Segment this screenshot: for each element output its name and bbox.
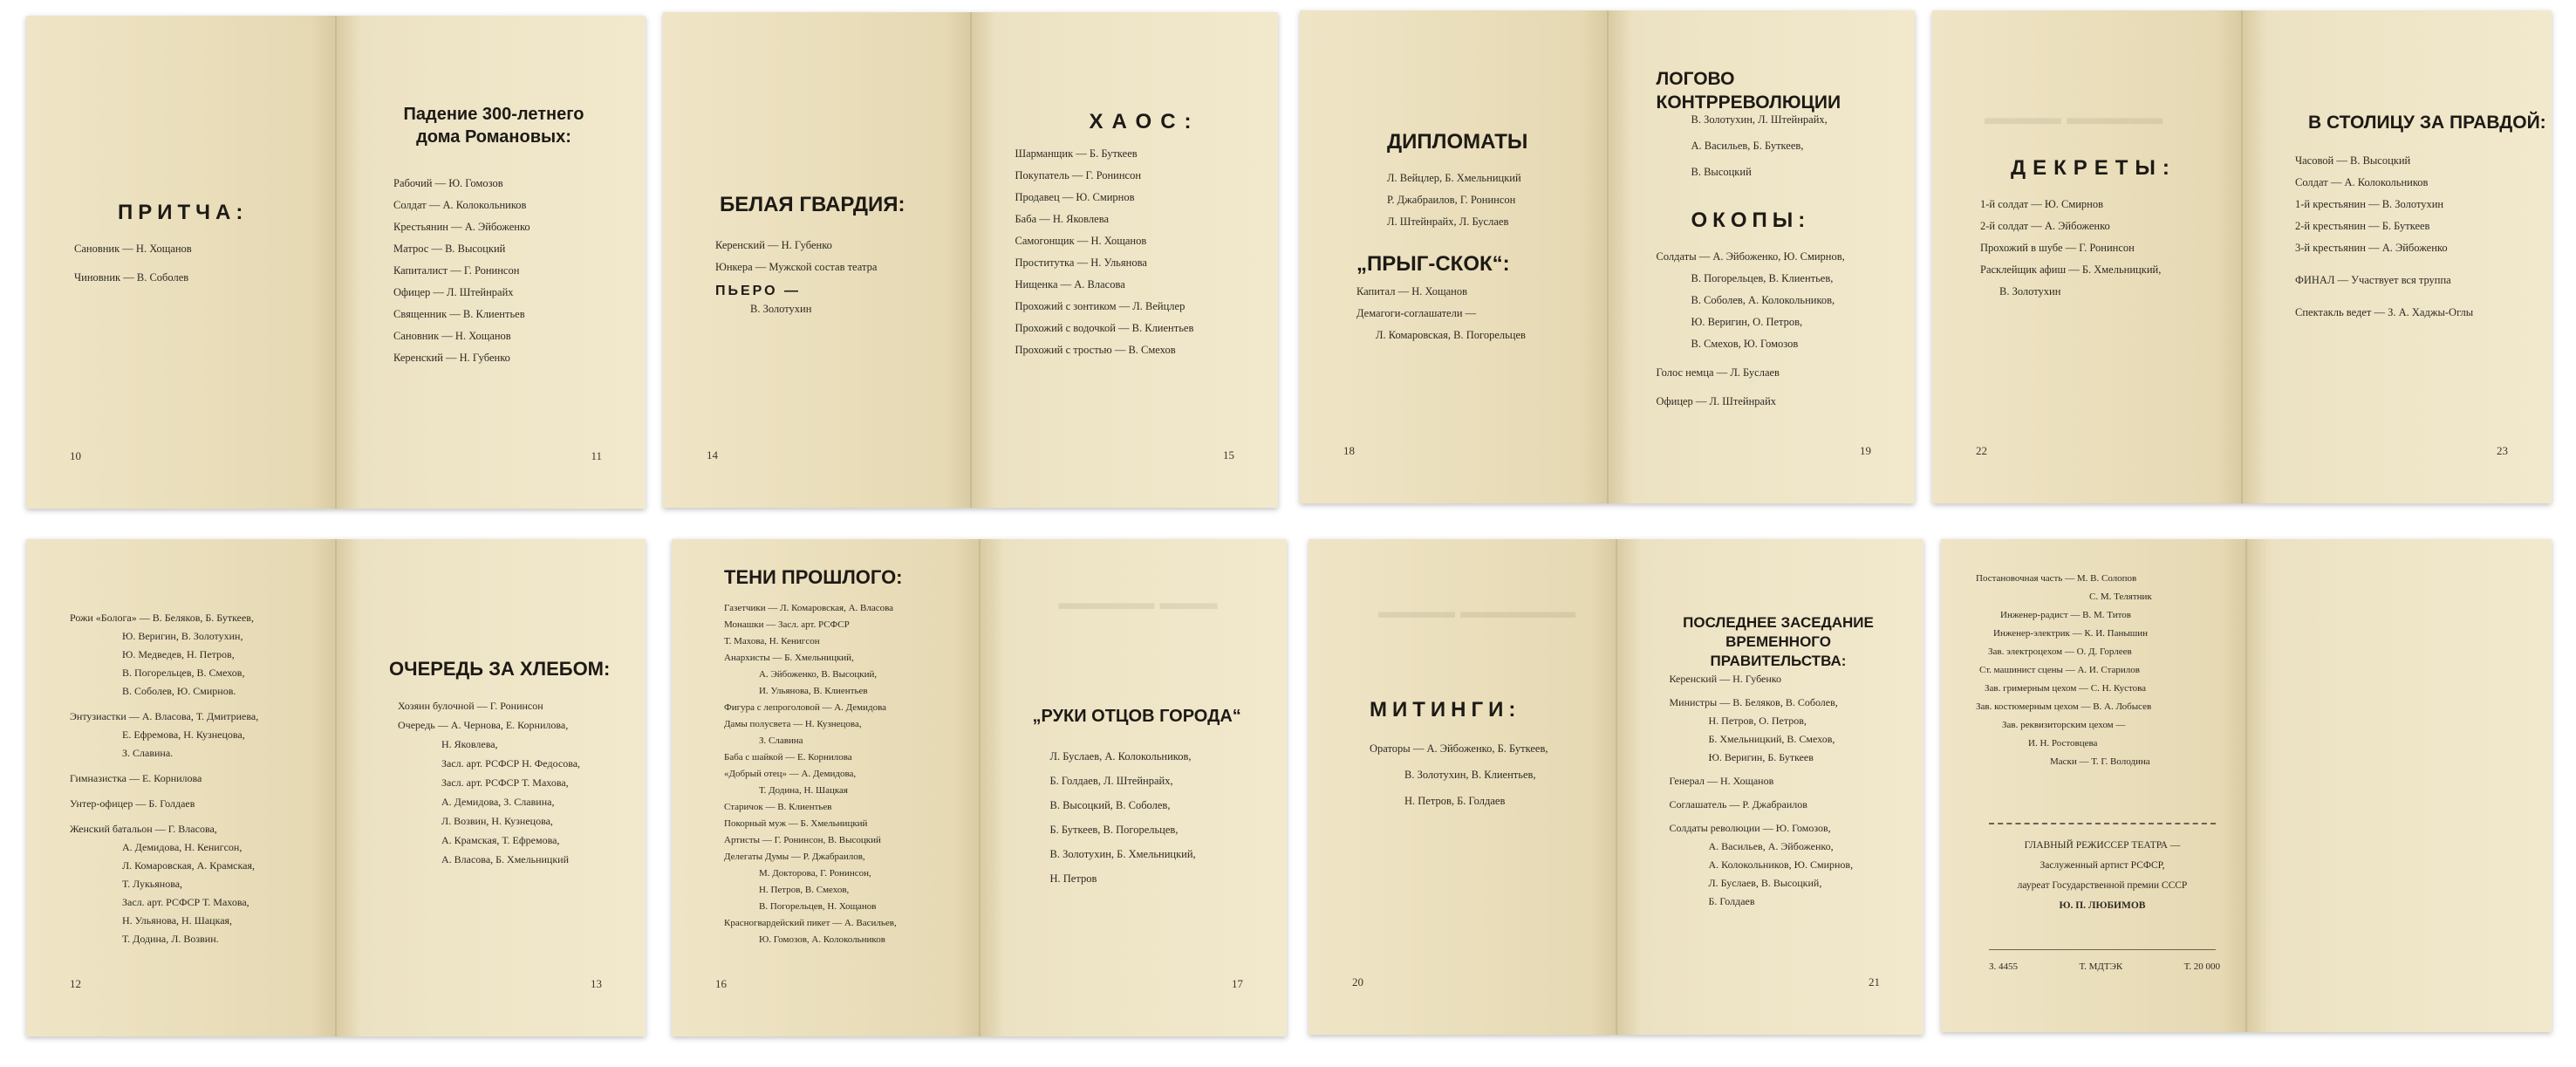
imprint-org: Т. МДТЭК	[2079, 961, 2123, 972]
cast-line: Капиталист — Г. Ронинсон	[393, 264, 520, 277]
cast-line: Покорный муж — Б. Хмельницкий	[724, 818, 868, 829]
cast-line: Н. Петров, О. Петров,	[1708, 715, 1807, 727]
cast-line: Самогонщик — Н. Хощанов	[1015, 235, 1147, 247]
cast-list	[1356, 281, 1526, 346]
cast-line: 1-й солдат — Ю. Смирнов	[1980, 198, 2104, 210]
spread-pages-14-15	[663, 12, 1278, 508]
imprint	[1989, 956, 2220, 978]
cast-line: Фигура с лепроголовой — А. Демидова	[724, 702, 887, 713]
section-title: ЛОГОВО КОНТРРЕВОЛЮЦИИ	[1656, 69, 1841, 113]
cast-line: Керенский — Н. Губенко	[1669, 673, 1782, 685]
cast-list	[750, 298, 811, 320]
spread-pages-12-13	[26, 539, 646, 1036]
show-through-text: ▬▬▬▬ ▬▬▬▬▬	[1985, 106, 2163, 128]
cast-line: Дамы полусвета — Н. Кузнецова,	[724, 719, 862, 729]
cast-line: Покупатель — Г. Ронинсон	[1015, 169, 1142, 181]
page-number: 17	[1232, 977, 1243, 990]
spread-pages-18-19	[1300, 10, 1915, 503]
page-number: 20	[1352, 975, 1363, 988]
cast-line: Т. Лукьянова,	[122, 878, 183, 890]
cast-line: Делегаты Думы — Р. Джабраилов,	[724, 852, 865, 862]
cast-line: Солдат — А. Колокольников	[393, 199, 527, 211]
cast-line: Очередь — А. Чернова, Е. Корнилова,	[398, 719, 569, 731]
cast-line: Н. Петров, Б. Голдаев	[1404, 795, 1506, 807]
cast-line: ФИНАЛ — Участвует вся труппа	[2295, 274, 2451, 286]
cast-line: Соглашатель — Р. Джабраилов	[1669, 798, 1807, 811]
imprint-order: З. 4455	[1989, 961, 2019, 972]
cast-line: Н. Яковлева,	[441, 738, 498, 750]
cast-line: В. Высоцкий	[1691, 166, 1752, 178]
cast-list	[398, 696, 580, 869]
cast-line: Рабочий — Ю. Гомозов	[393, 177, 503, 189]
staff-line: Зав. костюмерным цехом — В. А. Лобысев	[1976, 701, 2152, 712]
cast-list	[1980, 194, 2161, 303]
director-name: Ю. П. ЛЮБИМОВ	[2059, 900, 2146, 911]
cast-line: Матрос — В. Высоцкий	[393, 243, 506, 255]
page-17	[981, 539, 1288, 1036]
cast-line: А. Демидова, Н. Кенигсон,	[122, 841, 243, 853]
cast-line: Ю. Веригин, Б. Буткеев	[1708, 751, 1814, 763]
cast-line: Генерал — Н. Хощанов	[1669, 775, 1774, 787]
spread-pages-20-21	[1308, 539, 1923, 1035]
cast-line: Баба с шайкой — Е. Корнилова	[724, 752, 852, 763]
cast-line: Прохожий с водочкой — В. Клиентьев	[1015, 322, 1194, 334]
section-title: В СТОЛИЦУ ЗА ПРАВДОЙ:	[2308, 113, 2546, 133]
cast-line: Сановник — Н. Хощанов	[74, 243, 192, 255]
cast-line: Ю. Веригин, О. Петров,	[1691, 316, 1803, 328]
cast-line: Т. Додина, Н. Шацкая	[759, 785, 848, 796]
cast-line: Гимназистка — Е. Корнилова	[70, 772, 202, 784]
section-title: МИТИНГИ:	[1370, 698, 1521, 722]
cast-line: Капитал — Н. Хощанов	[1356, 285, 1467, 298]
cast-line: Чиновник — В. Соболев	[74, 271, 189, 284]
cast-line: «Добрый отец» — А. Демидова,	[724, 769, 857, 779]
page-number: 12	[70, 977, 81, 990]
cast-line: Солдат — А. Колокольников	[2295, 176, 2429, 188]
cast-line: Керенский — Н. Губенко	[393, 352, 510, 364]
cast-line: М. Докторова, Г. Ронинсон,	[759, 868, 871, 879]
cast-line: З. Славина	[759, 735, 803, 746]
page-number: 21	[1869, 975, 1880, 988]
director-line: лауреат Государственной премии СССР	[2017, 880, 2188, 891]
section-title: Падение 300-летнего дома Романовых:	[403, 105, 584, 147]
page-18	[1300, 10, 1609, 503]
section-title: ОКОПЫ:	[1691, 209, 1811, 232]
cast-line: В. Соболев, А. Колокольников,	[1691, 294, 1835, 306]
page-15	[972, 12, 1279, 508]
page-number: 10	[70, 449, 81, 462]
staff-line: Инженер-радист — В. М. Титов	[2000, 610, 2131, 620]
cast-line: З. Славина.	[122, 747, 174, 759]
cast-line: В. Золотухин, Б. Хмельницкий,	[1049, 848, 1196, 860]
cast-line: Н. Петров, В. Смехов,	[759, 885, 850, 895]
cast-line: Прохожий с зонтиком — Л. Вейцлер	[1015, 300, 1186, 312]
spread-credits	[1941, 539, 2552, 1032]
cast-line: Крестьянин — А. Эйбоженко	[393, 221, 530, 233]
divider	[1989, 823, 2216, 824]
page-20	[1308, 539, 1617, 1035]
cast-line: Министры — В. Беляков, В. Соболев,	[1669, 696, 1838, 708]
section-title: ХАОС:	[1089, 110, 1200, 133]
staff-line: С. М. Телятник	[2089, 592, 2152, 602]
cast-line: А. Крамская, Т. Ефремова,	[441, 834, 560, 846]
page-22	[1932, 10, 2243, 503]
cast-list	[393, 173, 530, 369]
cast-line: Ю. Гомозов, А. Колокольников	[759, 934, 885, 945]
cast-line: А. Васильев, А. Эйбоженко,	[1708, 840, 1834, 852]
cast-line: Н. Петров	[1049, 872, 1097, 885]
page-16	[672, 539, 981, 1036]
page-blank	[2247, 539, 2552, 1032]
cast-line: Офицер — Л. Штейнрайх	[393, 286, 514, 298]
cast-line: Ораторы — А. Эйбоженко, Б. Буткеев,	[1370, 742, 1548, 755]
cast-line: Расклейщик афиш — Б. Хмельницкий,	[1980, 263, 2162, 276]
cast-line: 3-й крестьянин — А. Эйбоженко	[2295, 242, 2448, 254]
cast-list	[715, 235, 877, 278]
page-10	[26, 16, 337, 509]
section-title: „ПРЫГ-СКОК“:	[1356, 252, 1510, 276]
cast-line: Часовой — В. Высоцкий	[2295, 154, 2411, 167]
cast-line: Р. Джабраилов, Г. Ронинсон	[1387, 194, 1516, 206]
cast-line: В. Соболев, Ю. Смирнов.	[122, 685, 236, 697]
page-number: 16	[715, 977, 727, 990]
cast-line: Женский батальон — Г. Власова,	[70, 823, 217, 835]
cast-line: Прохожий с тростью — В. Смехов	[1015, 344, 1176, 356]
cast-line: Демагоги-соглашатели —	[1356, 307, 1477, 319]
cast-line: Б. Буткеев, В. Погорельцев,	[1049, 824, 1179, 836]
imprint-run: Т. 20 000	[2183, 961, 2220, 972]
cast-line: Б. Хмельницкий, В. Смехов,	[1708, 733, 1835, 745]
staff-line: Зав. электроцехом — О. Д. Горлеев	[1988, 646, 2132, 657]
page-number: 13	[591, 977, 602, 990]
cast-list	[1370, 735, 1548, 814]
cast-line: А. Власова, Б. Хмельницкий	[441, 853, 570, 865]
page-number: 14	[707, 448, 718, 462]
cast-line: А. Демидова, З. Славина,	[441, 796, 555, 808]
cast-line: Т. Додина, Л. Возвин.	[122, 933, 219, 945]
cast-line: В. Золотухин, В. Клиентьев,	[1404, 769, 1536, 781]
cast-line: 2-й солдат — А. Эйбоженко	[1980, 220, 2110, 232]
cast-line: Л. Буслаев, А. Колокольников,	[1049, 750, 1192, 763]
cast-line: Голос немца — Л. Буслаев	[1656, 366, 1780, 379]
staff-line: И. Н. Ростовцева	[2028, 738, 2098, 749]
cast-line: 2-й крестьянин — Б. Буткеев	[2295, 220, 2430, 232]
page-number: 19	[1860, 444, 1871, 457]
cast-line: Н. Ульянова, Н. Шацкая,	[122, 914, 233, 927]
cast-line: Т. Махова, Н. Кенигсон	[724, 636, 820, 646]
cast-line: В. Золотухин, Л. Штейнрайх,	[1691, 113, 1828, 126]
cast-line: Рожи «Болога» — В. Беляков, Б. Буткеев,	[70, 612, 254, 624]
cast-list	[74, 238, 192, 289]
cast-line: Е. Ефремова, Н. Кузнецова,	[122, 728, 245, 741]
cast-line: 1-й крестьянин — В. Золотухин	[2295, 198, 2444, 210]
cast-line: Ю. Медведев, Н. Петров,	[122, 648, 235, 660]
cast-line: Энтузиастки — А. Власова, Т. Дмитриева,	[70, 710, 259, 722]
cast-list	[1015, 143, 1194, 361]
cast-line: А. Колокольников, Ю. Смирнов,	[1708, 858, 1854, 871]
cast-line: Офицер — Л. Штейнрайх	[1656, 395, 1777, 407]
director-line: Заслуженный артист РСФСР,	[2040, 860, 2165, 871]
page-12	[26, 539, 337, 1036]
staff-line: Маски — Т. Г. Володина	[2050, 756, 2150, 767]
cast-line: Солдаты — А. Эйбоженко, Ю. Смирнов,	[1656, 250, 1845, 263]
page-11	[337, 16, 646, 509]
staff-list	[1976, 570, 2152, 771]
page-23	[2243, 10, 2552, 503]
section-title: ПРИТЧА:	[118, 201, 249, 224]
cast-line: Газетчики — Л. Комаровская, А. Власова	[724, 603, 894, 613]
cast-line: Л. Комаровская, А. Крамская,	[122, 859, 255, 872]
cast-line: В. Высоцкий, В. Соболев,	[1049, 799, 1171, 811]
page-14	[663, 12, 972, 508]
cast-line: Засл. арт. РСФСР Н. Федосова,	[441, 757, 581, 769]
spread-pages-22-23	[1932, 10, 2552, 503]
page-21	[1617, 539, 1924, 1035]
cast-list	[1050, 744, 1196, 891]
director-block	[1976, 836, 2229, 916]
cast-line: Л. Вейцлер, Б. Хмельницкий	[1387, 172, 1521, 184]
cast-line: Б. Голдаев, Л. Штейнрайх,	[1049, 775, 1173, 787]
staff-line: Зав. гримерным цехом — С. Н. Кустова	[1985, 683, 2147, 694]
cast-line: Засл. арт. РСФСР Т. Махова,	[441, 776, 569, 789]
page-19	[1609, 10, 1916, 503]
cast-line: А. Эйбоженко, В. Высоцкий,	[759, 669, 878, 680]
cast-line: Л. Комаровская, В. Погорельцев	[1376, 329, 1526, 341]
page-number: 15	[1223, 448, 1234, 462]
director-line: ГЛАВНЫЙ РЕЖИССЕР ТЕАТРА —	[2024, 840, 2181, 851]
cast-line: Хозяин булочной — Г. Ронинсон	[398, 700, 543, 712]
cast-line: А. Васильев, Б. Буткеев,	[1691, 140, 1804, 152]
cast-line: В. Смехов, Ю. Гомозов	[1691, 338, 1799, 350]
section-title: ПОСЛЕДНЕЕ ЗАСЕДАНИЕ ВРЕМЕННОГО ПРАВИТЕЛЬСТВА:	[1683, 614, 1874, 670]
cast-list	[1691, 106, 1828, 185]
cast-line: В. Золотухин	[1999, 285, 2061, 298]
cast-line: Спектакль ведет — З. А. Хаджы-Оглы	[2295, 306, 2474, 318]
cast-line: Засл. арт. РСФСР Т. Махова,	[122, 896, 249, 908]
cast-line: Ю. Веригин, В. Золотухин,	[122, 630, 243, 642]
show-through-text: ▬▬▬▬▬ ▬▬▬	[1058, 592, 1218, 613]
cast-line: Солдаты революции — Ю. Гомозов,	[1669, 822, 1831, 834]
section-title: БЕЛАЯ ГВАРДИЯ:	[720, 193, 905, 216]
cast-line: Старичок — В. Клиентьев	[724, 802, 832, 812]
cast-line: Унтер-офицер — Б. Голдаев	[70, 797, 195, 810]
cast-line: И. Ульянова, В. Клиентьев	[759, 686, 868, 696]
cast-line: В. Погорельцев, В. Клиентьев,	[1691, 272, 1834, 284]
cast-line: Л. Возвин, Н. Кузнецова,	[441, 815, 553, 827]
cast-line: Красногвардейский пикет — А. Васильев,	[724, 918, 897, 928]
spread-pages-10-11	[26, 16, 646, 509]
cast-list	[724, 600, 897, 948]
cast-line: Л. Штейнрайх, Л. Буслаев	[1387, 215, 1509, 228]
cast-line: Прохожий в шубе — Г. Ронинсон	[1980, 242, 2135, 254]
cast-line: Юнкера — Мужской состав театра	[715, 261, 878, 273]
cast-line: Продавец — Ю. Смирнов	[1015, 191, 1135, 203]
cast-line: Шарманщик — Б. Буткеев	[1015, 147, 1138, 160]
page-number: 22	[1976, 444, 1987, 457]
cast-line: Монашки — Засл. арт. РСФСР	[724, 619, 850, 630]
page-number: 11	[591, 449, 602, 462]
section-title: ДЕКРЕТЫ:	[2011, 156, 2176, 180]
cast-line: Проститутка — Н. Ульянова	[1015, 256, 1147, 269]
divider	[1989, 949, 2216, 950]
cast-line: Анархисты — Б. Хмельницкий,	[724, 653, 854, 663]
staff-line: Ст. машинист сцены — А. И. Старилов	[1979, 665, 2140, 675]
staff-line: Постановочная часть — М. В. Солопов	[1976, 573, 2137, 584]
staff-line: Зав. реквизиторским цехом —	[2002, 720, 2126, 730]
cast-line: Сановник — Н. Хощанов	[393, 330, 511, 342]
page-number: 23	[2497, 444, 2508, 457]
cast-list	[2295, 150, 2473, 324]
cast-line: В. Золотухин	[750, 303, 812, 315]
cast-line: Л. Буслаев, В. Высоцкий,	[1708, 877, 1822, 889]
section-title: ОЧЕРЕДЬ ЗА ХЛЕБОМ:	[389, 658, 611, 680]
page-number: 18	[1343, 444, 1355, 457]
cast-list	[70, 609, 258, 948]
cast-line: Б. Голдаев	[1708, 895, 1755, 907]
section-title: „РУКИ ОТЦОВ ГОРОДА“	[1032, 707, 1241, 726]
spread-pages-16-17	[672, 539, 1287, 1036]
page-13	[337, 539, 646, 1036]
cast-list	[1670, 670, 1854, 911]
cast-list	[1387, 168, 1521, 233]
cast-line: Артисты — Г. Ронинсон, В. Высоцкий	[724, 835, 881, 845]
section-title: ТЕНИ ПРОШЛОГО:	[724, 566, 903, 588]
cast-list	[1657, 246, 1845, 413]
cast-line: Баба — Н. Яковлева	[1015, 213, 1109, 225]
section-title: ПЬЕРО —	[715, 284, 802, 298]
cast-line: В. Погорельцев, Н. Хощанов	[759, 901, 877, 912]
cast-line: Священник — В. Клиентьев	[393, 308, 525, 320]
cast-line: Нищенка — А. Власова	[1015, 278, 1125, 291]
cast-line: Керенский — Н. Губенко	[715, 239, 832, 251]
cast-line: В. Погорельцев, В. Смехов,	[122, 667, 245, 679]
section-title: ДИПЛОМАТЫ	[1387, 130, 1528, 154]
staff-line: Инженер-электрик — К. И. Панышин	[1993, 628, 2148, 639]
page-credits	[1941, 539, 2247, 1032]
show-through-text: ▬▬▬▬ ▬▬▬▬▬▬	[1378, 600, 1576, 622]
